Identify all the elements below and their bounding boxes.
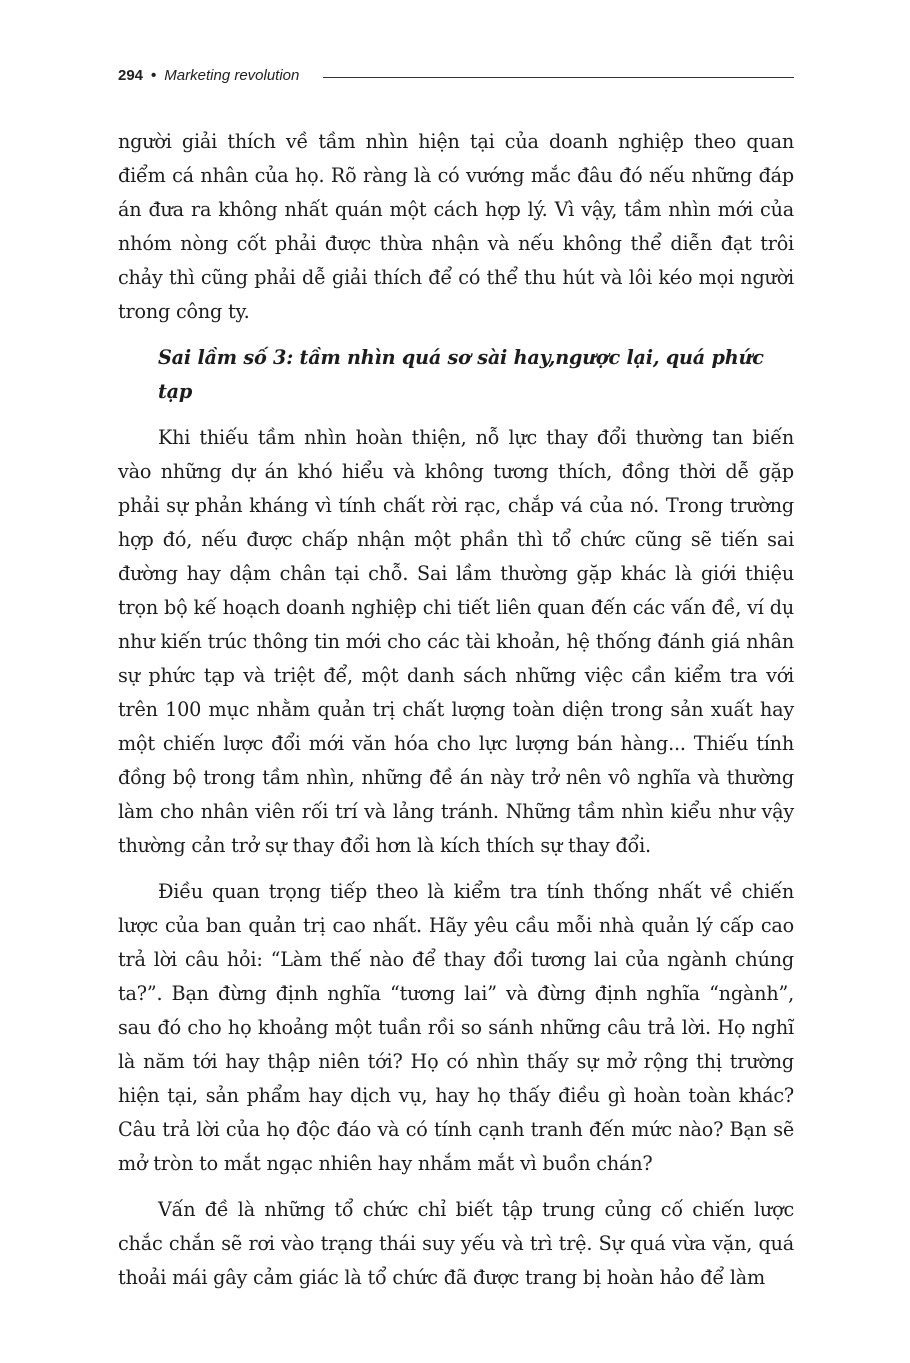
body-paragraph-1: Khi thiếu tầm nhìn hoàn thiện, nỗ lực thay đổi thường tan biến vào những dự án khó hiểu và không tương thích, đồng thời dễ gặp phải sự phản kháng vì tính chất rời rạc, chắp vá của nó. Trong trường hợp đó, nếu được chấp nhận một phần thì tổ chức cũng sẽ tiến sai đường hay dậm chân tại chỗ. Sai lầm thường gặp khác là giới thiệu trọn bộ kế hoạch doanh nghiệp chi tiết liên quan đến các vấn đề, ví dụ như kiến trúc thông tin mới cho các tài khoản, hệ thống đánh giá nhân sự phức tạp và triệt để, một danh sách những việc cần kiểm tra với trên 100 mục nhằm quản trị chất lượng toàn diện trong sản xuất hay một chiến lược đổi mới văn hóa cho lực lượng bán hàng... Thiếu tính đồng bộ trong tầm nhìn, những đề án này trở nên vô nghĩa và thường làm cho nhân viên rối trí và lảng tránh. Những tầm nhìn kiểu như vậy thường cản trở sự thay đổi hơn là kích thích sự thay đổi. bbox=[118, 426, 794, 857]
section-heading: Sai lầm số 3: tầm nhìn quá sơ sài hay,ngược lại, quá phức tạp bbox=[158, 346, 764, 403]
header-rule bbox=[323, 77, 794, 78]
page-number: 294 bbox=[118, 66, 144, 84]
continuation-paragraph: người giải thích về tầm nhìn hiện tại của doanh nghiệp theo quan điểm cá nhân của họ. Rõ ràng là có vướng mắc đâu đó nếu những đáp án đưa ra không nhất quán một cách hợp lý. Vì vậy, tầm nhìn mới của nhóm nòng cốt phải được thừa nhận và nếu không thể diễn đạt trôi chảy thì cũng phải dễ giải thích để có thể thu hút và lôi kéo mọi người trong công ty. bbox=[118, 130, 794, 323]
header-bullet: • bbox=[151, 66, 157, 84]
body-paragraph-2: Điều quan trọng tiếp theo là kiểm tra tính thống nhất về chiến lược của ban quản trị cao nhất. Hãy yêu cầu mỗi nhà quản lý cấp cao trả lời câu hỏi: “Làm thế nào để thay đổi tương lai của ngành chúng ta?”. Bạn đừng định nghĩa “tương lai” và đừng định nghĩa “ngành”, sau đó cho họ khoảng một tuần rồi so sánh những câu trả lời. Họ nghĩ là năm tới hay thập niên tới? Họ có nhìn thấy sự mở rộng thị trường hiện tại, sản phẩm hay dịch vụ, hay họ thấy điều gì hoàn toàn khác? Câu trả lời của họ độc đáo và có tính cạnh tranh đến mức nào? Bạn sẽ mở tròn to mắt ngạc nhiên hay nhắm mắt vì buồn chán? bbox=[118, 880, 794, 1175]
page-body bbox=[118, 125, 794, 1295]
body-paragraph-3: Vấn đề là những tổ chức chỉ biết tập trung củng cố chiến lược chắc chắn sẽ rơi vào trạng thái suy yếu và trì trệ. Sự quá vừa vặn, quá thoải mái gây cảm giác là tổ chức đã được trang bị hoàn hảo để làm bbox=[118, 1198, 794, 1289]
running-header bbox=[118, 62, 794, 88]
book-title: Marketing revolution bbox=[164, 66, 300, 84]
